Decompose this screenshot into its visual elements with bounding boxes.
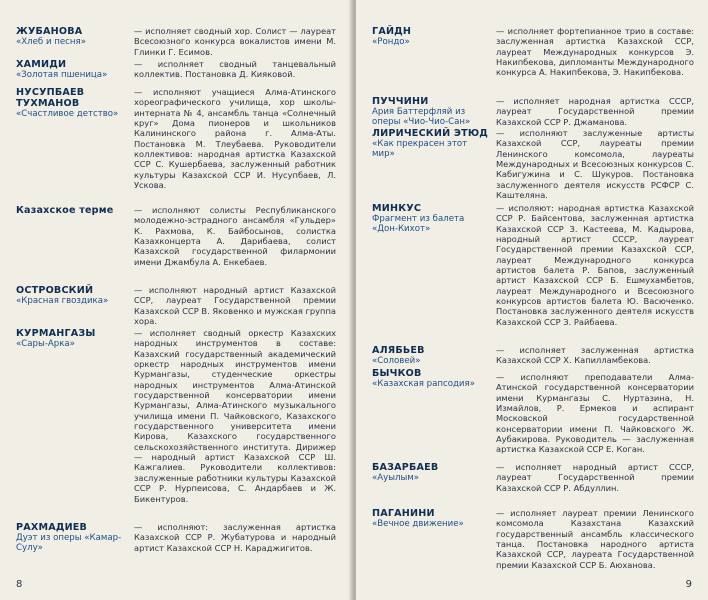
work-title: «Ауылым» — [372, 473, 420, 483]
program-entry — [372, 96, 492, 128]
performer-description: — исполяют: народная артистка Казахской ССР Р. Байсентова, заслуженная артистка Казахской ССР З. Кастеева, М. Кадырова, народный артист СССР, лауреат Государственной премии Казахской ССР, лауреат Международного конкурса артистов балета Р. Бапов, заслуженный артист Казахской ССР Б. Ешмухамбетов, лауреат Международного и Всесоюзного конкурсов артистов балета Ю. Васюченко. Постановка заслуженного деятеля искусств Казахской ССР З. Райбаева. — [496, 203, 694, 327]
composer-title: КУРМАНГАЗЫ — [16, 328, 96, 339]
composer-title: Казахское терме — [16, 205, 114, 216]
program-entry — [16, 522, 131, 554]
performer-description: — исполняет народный артист СССР, лауреат Государственной премии Казахской ССР Р. Абдуллин. — [496, 462, 694, 493]
performer-description: — исполняет фортепианное трио в составе: заслуженная артистка Казахской ССР, лауреат Международных конкурсов Э. Накипбекова, дипломанты Международного конкурса А. Накипбекова, Э. Накипбекова. — [496, 26, 694, 78]
program-entry — [16, 328, 131, 349]
work-title: Фрагмент из балета «Дон-Кихот» — [372, 214, 465, 235]
work-title: «Счастливое детство» — [16, 109, 119, 119]
composer-title: ОСТРОВСКИЙ — [16, 285, 94, 296]
program-entry — [372, 462, 492, 483]
program-entry — [16, 285, 131, 306]
work-title: «Вечное движение» — [372, 519, 464, 529]
performer-description: — исполняет заслуженная артистка Казахской ССР Х. Капилламбекова. — [496, 345, 694, 366]
performer-description: — исполняют заслуженные артисты Казахской ССР, лауреаты премии Ленинского комсомола, лауреаты Международных и Всесоюзных конкурсов С. Кабигужина и С. Шукуров. Постановка заслуженного деятеля искусств РСФСР С. Каштеляна. — [496, 128, 694, 201]
work-title: «Хлеб и песня» — [16, 37, 86, 47]
left-page — [0, 0, 352, 600]
composer-title: НУСУПБАЕВ ТУХМАНОВ — [16, 87, 85, 109]
program-entry — [16, 59, 131, 80]
performer-description: — исполняет сводный танцевальный коллектив. Постановка Д. Кияковой. — [134, 59, 336, 80]
program-entry — [372, 508, 492, 529]
composer-title: БЫЧКОВ — [372, 368, 422, 379]
work-title: «Казахская рапсодия» — [372, 379, 475, 389]
work-title: «Красная гвоздика» — [16, 296, 109, 306]
performer-description: — исполняет народная артистка СССР, лауреат Государственной премии Казахской ССР Р. Джаманова. — [496, 96, 694, 127]
program-entry — [16, 26, 131, 47]
program-entry — [372, 368, 492, 389]
composer-title: МИНКУС — [372, 203, 422, 214]
composer-title: ЖУБАНОВА — [16, 26, 83, 37]
work-title: «Как прекрасен этот мир» — [372, 139, 468, 160]
performer-description: — исполняет сводный оркестр Казахских народных инструментов в составе: Казахский государственный академический оркестр народных инструментов имени Курмангазы, студенческие оркестры народных инструментов Алма-Атинской государственной консерватории имени Курмангазы, Алма-Атинского музыкального училища имени П. Чайковского, Казахского государственного университета имени Кирова, Казахского государственного сельскохозяйственного института. Дирижер — народный артист Казахской ССР Ш. Кажгалиев. Руководители коллективов: заслуженные работники культуры Казахской ССР Р. Нурпеисова, С. Андарбаев и Ж. Бикентуров. — [134, 328, 336, 504]
composer-title: АЛЯБЬЕВ — [372, 345, 425, 356]
page-number: 8 — [16, 579, 23, 590]
composer-title: ЛИРИЧЕСКИЙ ЭТЮД — [372, 128, 489, 139]
composer-title: РАХМАДИЕВ — [16, 522, 88, 533]
performer-description: — исполняют солисты Республиканского молодежно-эстрадного ансамбля «Гульдер» К. Рахмова, К. Байбосынов, солистка Казахконцерта А. Дарибаева, солист Казахской государственной филармонии имени Джамбула А. Енкебаев. — [134, 205, 336, 267]
work-title: «Сары-Арка» — [16, 339, 75, 349]
right-page — [356, 0, 708, 600]
performer-description: — исполняет сводный хор. Солист — лауреат Всесоюзного конкурса вокалистов имени М. Глинки Г. Есимов. — [134, 26, 336, 57]
composer-title: ПУЧЧИНИ — [372, 96, 429, 107]
program-entry — [372, 26, 492, 47]
work-title: Ария Баттерфляй из оперы «Чио-Чио-Сан» — [372, 107, 471, 128]
performer-description: — исполняют учащиеся Алма-Атинского хореографического училища, хор школы-интерната № 4, ансамбль танца «Солнечный круг» Дома пионеров и школьников Калининского района г. Алма-Аты. Постановка М. Тлеубаева. Руководители коллективов: народная артистка Казахской ССР С. Кушербаева, заслуженный работник культуры Казахской ССР И. Нусупбаев, Л. Ускова. — [134, 87, 336, 191]
work-title: «Золотая пшеница» — [16, 70, 108, 80]
composer-title: ПАГАНИНИ — [372, 508, 435, 519]
program-entry — [372, 345, 492, 366]
work-title: «Соловей» — [372, 356, 421, 366]
composer-title: БАЗАРБАЕВ — [372, 462, 439, 473]
performer-description: — исполняет лауреат премии Ленинского комсомола Казахстана Казахский государственный ансамбль классического танца. Постановка народного артиста Казахской ССР, лауреата Государственной премии Казахской ССР Б. Аюханова. — [496, 508, 694, 570]
page-number: 9 — [685, 579, 692, 590]
program-entry — [372, 128, 492, 160]
program-entry — [16, 87, 131, 119]
performer-description: — исполняют: заслуженная артистка Казахской ССР Р. Жубатурова и народный артист Казахской ССР Н. Караджигитов. — [134, 522, 336, 553]
performer-description: — исполняют преподаватели Алма-Атинской государственной консерватории имени Курмангазы С. Нуртазина, Н. Измайлов, Р. Ермеков и аспирант Московской государственной консерватории имени П. Чайковского Ж. Аубакирова. Руководитель — заслуженная артистка Казахской ССР Е. Коган. — [496, 372, 694, 455]
composer-title: ГАЙДН — [372, 26, 412, 37]
performer-description: — исполняют народный артист Казахской ССР, лауреат Государственной премии Казахской ССР В. Яковенко и мужская группа хора. — [134, 285, 336, 327]
work-title: Дуэт из оперы «Камар-Сулу» — [16, 533, 122, 554]
program-entry — [16, 205, 131, 216]
program-entry — [372, 203, 492, 235]
work-title: «Рондо» — [372, 37, 410, 47]
composer-title: ХАМИДИ — [16, 59, 67, 70]
